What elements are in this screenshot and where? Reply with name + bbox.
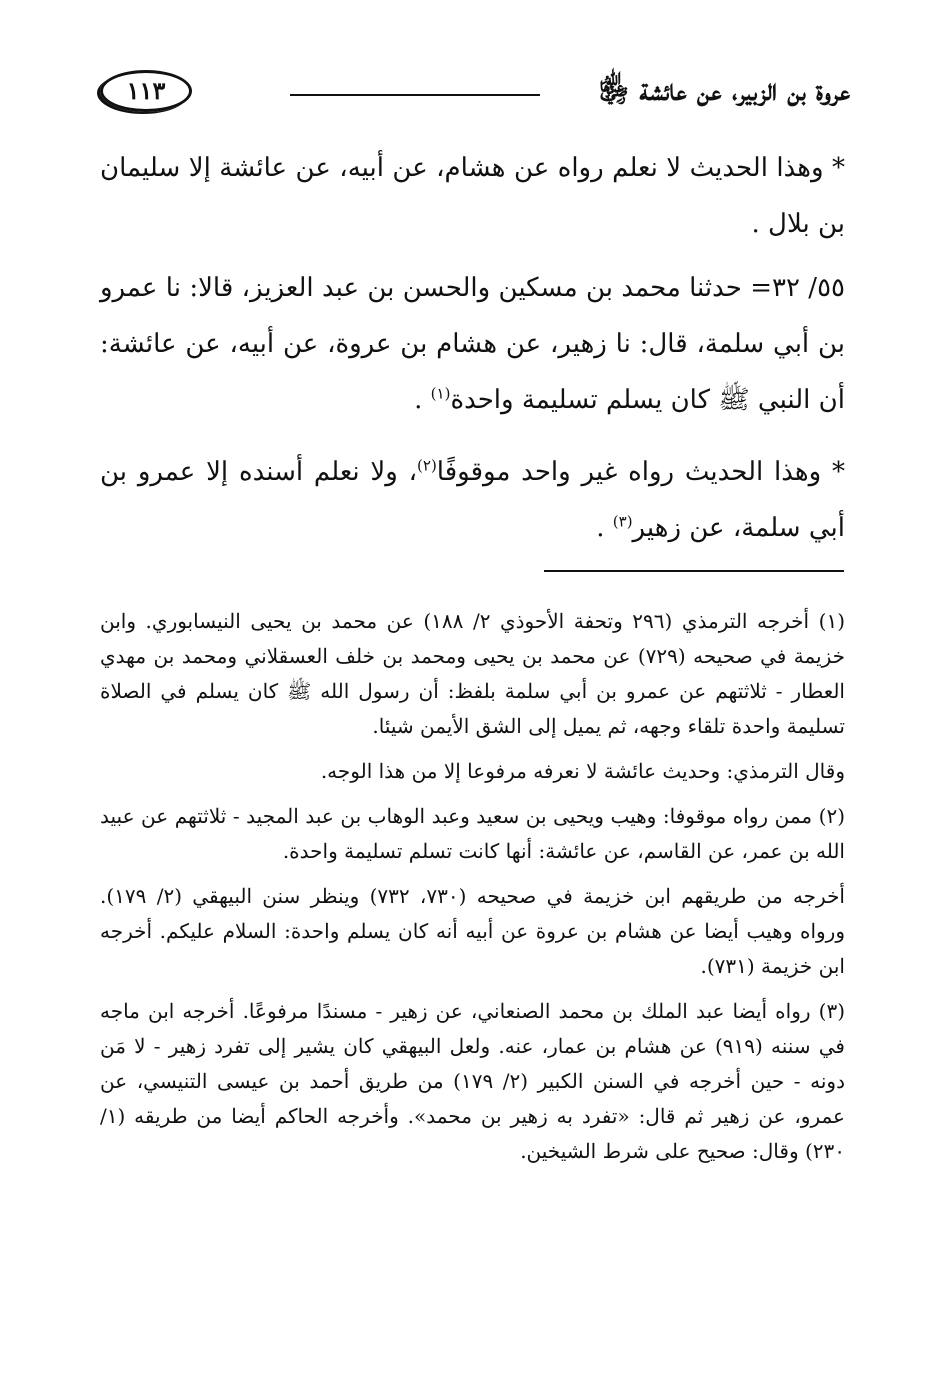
paragraph-2-text: ٥٥/ ٣٢= حدثنا محمد بن مسكين والحسن بن عبد العزيز، قالا: نا عمرو بن أبي سلمة، قال: نا زهير، عن هشام بن عروة، عن أبيه، عن عائشة: أن النبي ﷺ كان يسلم تسليمة واحدة xyxy=(100,273,845,415)
footnote-1 xyxy=(100,604,845,744)
footnote-ref-3: (٣) xyxy=(612,512,633,531)
paragraph-3-text-b: ، ولا نعلم أسنده إلا عمرو بن أبي سلمة، عن زهير xyxy=(100,457,845,543)
footnotes xyxy=(100,604,845,1179)
footnote-2-number: (٢) xyxy=(818,804,846,828)
footnote-1-text: أخرجه الترمذي (٢٩٦ وتحفة الأحوذي ٢/ ١٨٨) عن محمد بن يحيى النيسابوري. وابن خزيمة في صحيحه (٧٢٩) عن محمد بن يحيى ومحمد بن خلف العسقلاني ومحمد بن مهدي العطار - ثلاثتهم عن عمرو بن أبي سلمة بلفظ: أن رسول الله ﷺ كان يسلم في الصلاة تسليمة واحدة تلقاء وجهه، ثم يميل إلى الشق الأيمن شيئا. xyxy=(100,609,845,738)
footnote-3-text: رواه أيضا عبد الملك بن محمد الصنعاني، عن زهير - مسندًا مرفوعًا. أخرجه ابن ماجه في سننه (٩١٩) عن هشام بن عمار، عنه. ولعل البيهقي كان يشير إلى تفرد زهير - لا مَن دونه - حين أخرجه في السنن الكبير (٢/ ١٧٩) من طريق أحمد بن عيسى التنيسي، عن عمرو، عن زهير ثم قال: «تفرد به زهير بن محمد». وأخرجه الحاكم أيضا من طريقه (١/ ٢٣٠) وقال: صحيح على شرط الشيخين. xyxy=(100,999,845,1163)
footnote-3 xyxy=(100,994,845,1169)
paragraph-3 xyxy=(100,444,845,556)
running-title: عروة بن الزبير، عن عائشة ﵂ xyxy=(598,73,850,108)
paragraph-1: * وهذا الحديث لا نعلم رواه عن هشام، عن أبيه، عن عائشة إلا سليمان بن بلال . xyxy=(100,153,845,239)
footnote-1-continuation: وقال الترمذي: وحديث عائشة لا نعرفه مرفوعا إلا من هذا الوجه. xyxy=(320,759,845,783)
footnote-2 xyxy=(100,799,845,869)
paragraph-2 xyxy=(100,260,845,428)
footnote-separator xyxy=(544,570,844,572)
footnote-ref-1: (١) xyxy=(430,384,451,403)
footnote-ref-2: (٢) xyxy=(417,456,437,475)
page-header xyxy=(100,62,850,122)
paragraph-2-end: . xyxy=(414,385,431,415)
header-rule xyxy=(290,94,540,96)
main-text xyxy=(100,140,845,572)
page-number: ١١٣ xyxy=(100,70,192,112)
footnote-3-number: (٣) xyxy=(818,999,846,1023)
paragraph-3-end: . xyxy=(596,513,613,543)
footnote-2-continuation: أخرجه من طريقهم ابن خزيمة في صحيحه (٧٣٠، ٧٣٢) وينظر سنن البيهقي (٢/ ١٧٩). ورواه وهيب أيضا عن هشام بن عروة عن أبيه أنه كان يسلم واحدة: السلام عليكم. أخرجه ابن خزيمة (٧٣١). xyxy=(100,884,845,978)
footnote-1-number: (١) xyxy=(818,609,846,633)
footnote-2-text: ممن رواه موقوفا: وهيب ويحيى بن سعيد وعبد الوهاب بن عبد المجيد - ثلاثتهم عن عبيد الله بن عمر، عن القاسم، عن عائشة: أنها كانت تسلم تسليمة واحدة. xyxy=(100,804,845,863)
paragraph-3-text-a: * وهذا الحديث رواه غير واحد موقوفًا xyxy=(436,457,845,487)
